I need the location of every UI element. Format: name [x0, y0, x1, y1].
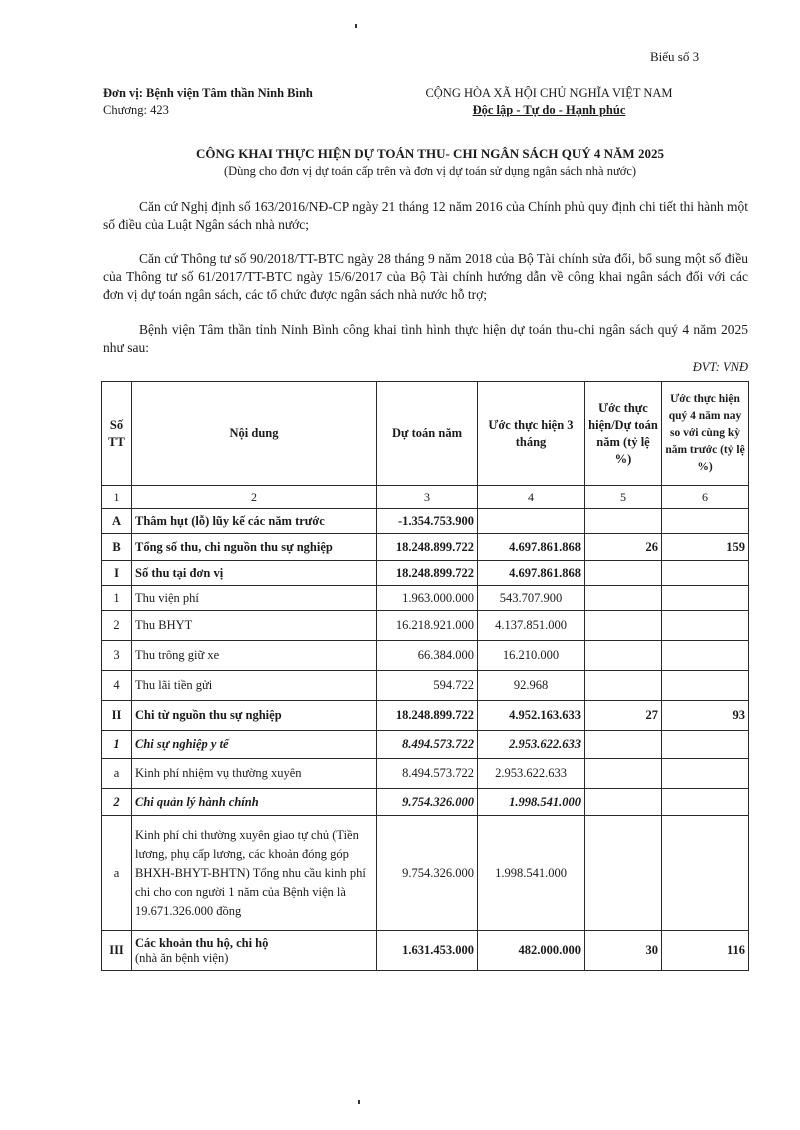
- row-content-text: Số thu tại đơn vị: [135, 565, 224, 580]
- row-pct-budget: [585, 731, 662, 759]
- table-row: [102, 671, 749, 701]
- row-number: 1: [102, 586, 132, 611]
- row-budget: 16.218.921.000: [377, 611, 478, 641]
- row-content: [132, 509, 377, 534]
- row-number: III: [102, 931, 132, 971]
- row-pct-prev: [662, 816, 749, 931]
- row-content-text: Thu trông giữ xe: [135, 648, 220, 662]
- legal-basis-paragraph: Căn cứ Nghị định số 163/2016/NĐ-CP ngày 21 tháng 12 năm 2016 của Chính phủ quy định chi tiết thi hành một số điều của Luật Ngân sách nhà nước;: [103, 199, 748, 232]
- header-no: Số TT: [102, 382, 132, 486]
- row-budget: 594.722: [377, 671, 478, 701]
- table-row: [102, 701, 749, 731]
- document-title: CÔNG KHAI THỰC HIỆN DỰ TOÁN THU- CHI NGÂN SÁCH QUÝ 4 NĂM 2025: [196, 146, 664, 161]
- row-number: 2: [102, 611, 132, 641]
- row-content-text: Kinh phí chi thường xuyên giao tự chủ (Tiền lương, phụ cấp lương, các khoản đóng góp BHXH-BHYT-BHTN) Tổng nhu cầu kinh phí chi cho con người 1 năm của Bệnh viện là 19.671.326.000 đồng: [135, 827, 366, 918]
- row-number: 2: [102, 789, 132, 816]
- row-content: [132, 759, 377, 789]
- row-estimate: 543.707.900: [478, 586, 585, 611]
- header-pct-prev: Ước thực hiện quý 4 năm nay so với cùng kỳ năm trước (tỷ lệ %): [662, 382, 749, 486]
- row-budget: 9.754.326.000: [377, 789, 478, 816]
- row-budget: 8.494.573.722: [377, 759, 478, 789]
- row-content: [132, 731, 377, 759]
- row-number: a: [102, 816, 132, 931]
- row-budget: 18.248.899.722: [377, 534, 478, 561]
- row-estimate: 4.952.163.633: [478, 701, 585, 731]
- table-row: [102, 641, 749, 671]
- row-estimate: 4.697.861.868: [478, 534, 585, 561]
- row-number: 3: [102, 641, 132, 671]
- row-content: [132, 534, 377, 561]
- table-row: [102, 509, 749, 534]
- table-row: [102, 931, 749, 971]
- row-content: [132, 789, 377, 816]
- row-number: II: [102, 701, 132, 731]
- row-budget: 8.494.573.722: [377, 731, 478, 759]
- table-row: [102, 534, 749, 561]
- row-pct-prev: 159: [662, 534, 749, 561]
- row-content: [132, 931, 377, 971]
- index-cell: 4: [478, 486, 585, 509]
- row-budget: 9.754.326.000: [377, 816, 478, 931]
- row-pct-budget: [585, 789, 662, 816]
- row-budget: -1.354.753.900: [377, 509, 478, 534]
- row-content-text: Tổng số thu, chi nguồn thu sự nghiệp: [135, 539, 333, 554]
- row-content: [132, 816, 377, 931]
- row-number: I: [102, 561, 132, 586]
- row-content: [132, 671, 377, 701]
- row-budget: 18.248.899.722: [377, 561, 478, 586]
- row-content-text: Các khoản thu hộ, chi hộ: [135, 935, 269, 950]
- row-pct-budget: [585, 561, 662, 586]
- row-content: [132, 561, 377, 586]
- row-pct-prev: [662, 611, 749, 641]
- row-number: 1: [102, 731, 132, 759]
- row-pct-budget: 27: [585, 701, 662, 731]
- row-content-text: Chi từ nguồn thu sự nghiệp: [135, 708, 282, 722]
- row-content-note: (nhà ăn bệnh viện): [135, 950, 229, 965]
- scan-speck: [358, 1100, 360, 1104]
- table-row: [102, 759, 749, 789]
- table-row: [102, 586, 749, 611]
- row-number: 4: [102, 671, 132, 701]
- row-pct-prev: [662, 759, 749, 789]
- row-estimate: 92.968: [478, 671, 585, 701]
- row-content: [132, 611, 377, 641]
- row-content: [132, 641, 377, 671]
- row-pct-budget: [585, 509, 662, 534]
- header-pct-budget: Ước thực hiện/Dự toán năm (tỷ lệ %): [585, 382, 662, 486]
- row-estimate: 4.697.861.868: [478, 561, 585, 586]
- row-content-text: Thâm hụt (lỗ) lũy kế các năm trước: [135, 513, 325, 528]
- row-budget: 1.631.453.000: [377, 931, 478, 971]
- row-pct-budget: [585, 611, 662, 641]
- form-number: Biểu số 3: [650, 49, 700, 64]
- motto-text: Độc lập - Tự do - Hạnh phúc: [472, 103, 626, 117]
- row-pct-budget: 30: [585, 931, 662, 971]
- row-estimate: 482.000.000: [478, 931, 585, 971]
- row-content-text: Thu viện phí: [135, 590, 199, 605]
- unit-of-measure: ĐVT: VNĐ: [692, 360, 748, 374]
- table-row: [102, 731, 749, 759]
- row-number: A: [102, 509, 132, 534]
- row-budget: 66.384.000: [377, 641, 478, 671]
- document-subtitle: (Dùng cho đơn vị dự toán cấp trên và đơn vị dự toán sử dụng ngân sách nhà nước): [223, 164, 637, 178]
- index-cell: 3: [377, 486, 478, 509]
- row-pct-budget: [585, 759, 662, 789]
- row-pct-prev: 116: [662, 931, 749, 971]
- row-content: [132, 701, 377, 731]
- row-estimate: 2.953.622.633: [478, 731, 585, 759]
- row-pct-budget: [585, 641, 662, 671]
- unit-name: Đơn vị: Bệnh viện Tâm thần Ninh Bình: [103, 86, 313, 100]
- row-pct-prev: 93: [662, 701, 749, 731]
- index-cell: 5: [585, 486, 662, 509]
- row-pct-budget: [585, 671, 662, 701]
- row-pct-prev: [662, 509, 749, 534]
- chapter-code: Chương: 423: [103, 103, 169, 117]
- row-pct-prev: [662, 789, 749, 816]
- row-content-text: Thu BHYT: [135, 618, 193, 632]
- row-budget: 1.963.000.000: [377, 586, 478, 611]
- table-row: [102, 611, 749, 641]
- row-pct-prev: [662, 641, 749, 671]
- nation-heading: CỘNG HÒA XÃ HỘI CHỦ NGHĨA VIỆT NAM: [425, 86, 673, 100]
- intro-paragraph: Bệnh viện Tâm thần tỉnh Ninh Bình công khai tình hình thực hiện dự toán thu-chi ngân sách quý 4 năm 2025 như sau:: [103, 322, 748, 355]
- row-estimate: [478, 509, 585, 534]
- row-content-text: Chi sự nghiệp y tế: [135, 737, 229, 751]
- row-estimate: 1.998.541.000: [478, 789, 585, 816]
- row-pct-prev: [662, 586, 749, 611]
- header-content: Nội dung: [132, 382, 377, 486]
- row-pct-prev: [662, 731, 749, 759]
- row-estimate: 2.953.622.633: [478, 759, 585, 789]
- row-pct-budget: 26: [585, 534, 662, 561]
- row-pct-prev: [662, 561, 749, 586]
- index-cell: 1: [102, 486, 132, 509]
- table-header-row: [102, 382, 749, 486]
- row-estimate: 4.137.851.000: [478, 611, 585, 641]
- table-row: [102, 816, 749, 931]
- row-pct-budget: [585, 816, 662, 931]
- table-body: [102, 509, 749, 971]
- row-budget: 18.248.899.722: [377, 701, 478, 731]
- index-cell: 6: [662, 486, 749, 509]
- column-index-row: [102, 486, 749, 509]
- row-pct-prev: [662, 671, 749, 701]
- scan-speck: [355, 24, 357, 28]
- table-row: [102, 561, 749, 586]
- row-number: B: [102, 534, 132, 561]
- legal-basis-paragraph: Căn cứ Thông tư số 90/2018/TT-BTC ngày 28 tháng 9 năm 2018 của Bộ Tài chính sửa đổi, bổ sung một số điều của Thông tư số 61/2017/TT-BTC ngày 15/6/2017 của Bộ Tài chính hướng dẫn về công khai ngân sách đối với các đơn vị dự toán ngân sách, các tổ chức được ngân sách nhà nước hỗ trợ;: [103, 251, 748, 302]
- index-cell: 2: [132, 486, 377, 509]
- row-estimate: 1.998.541.000: [478, 816, 585, 931]
- row-content-text: Thu lãi tiền gửi: [135, 678, 213, 692]
- table-row: [102, 789, 749, 816]
- row-pct-budget: [585, 586, 662, 611]
- row-content-text: Chi quản lý hành chính: [135, 794, 259, 809]
- budget-table: [101, 381, 749, 971]
- row-content-text: Kinh phí nhiệm vụ thường xuyên: [135, 766, 302, 780]
- header-budget: Dự toán năm: [377, 382, 478, 486]
- row-estimate: 16.210.000: [478, 641, 585, 671]
- national-motto: [424, 103, 674, 118]
- row-number: a: [102, 759, 132, 789]
- row-content: [132, 586, 377, 611]
- header-estimate: Ước thực hiện 3 tháng: [478, 382, 585, 486]
